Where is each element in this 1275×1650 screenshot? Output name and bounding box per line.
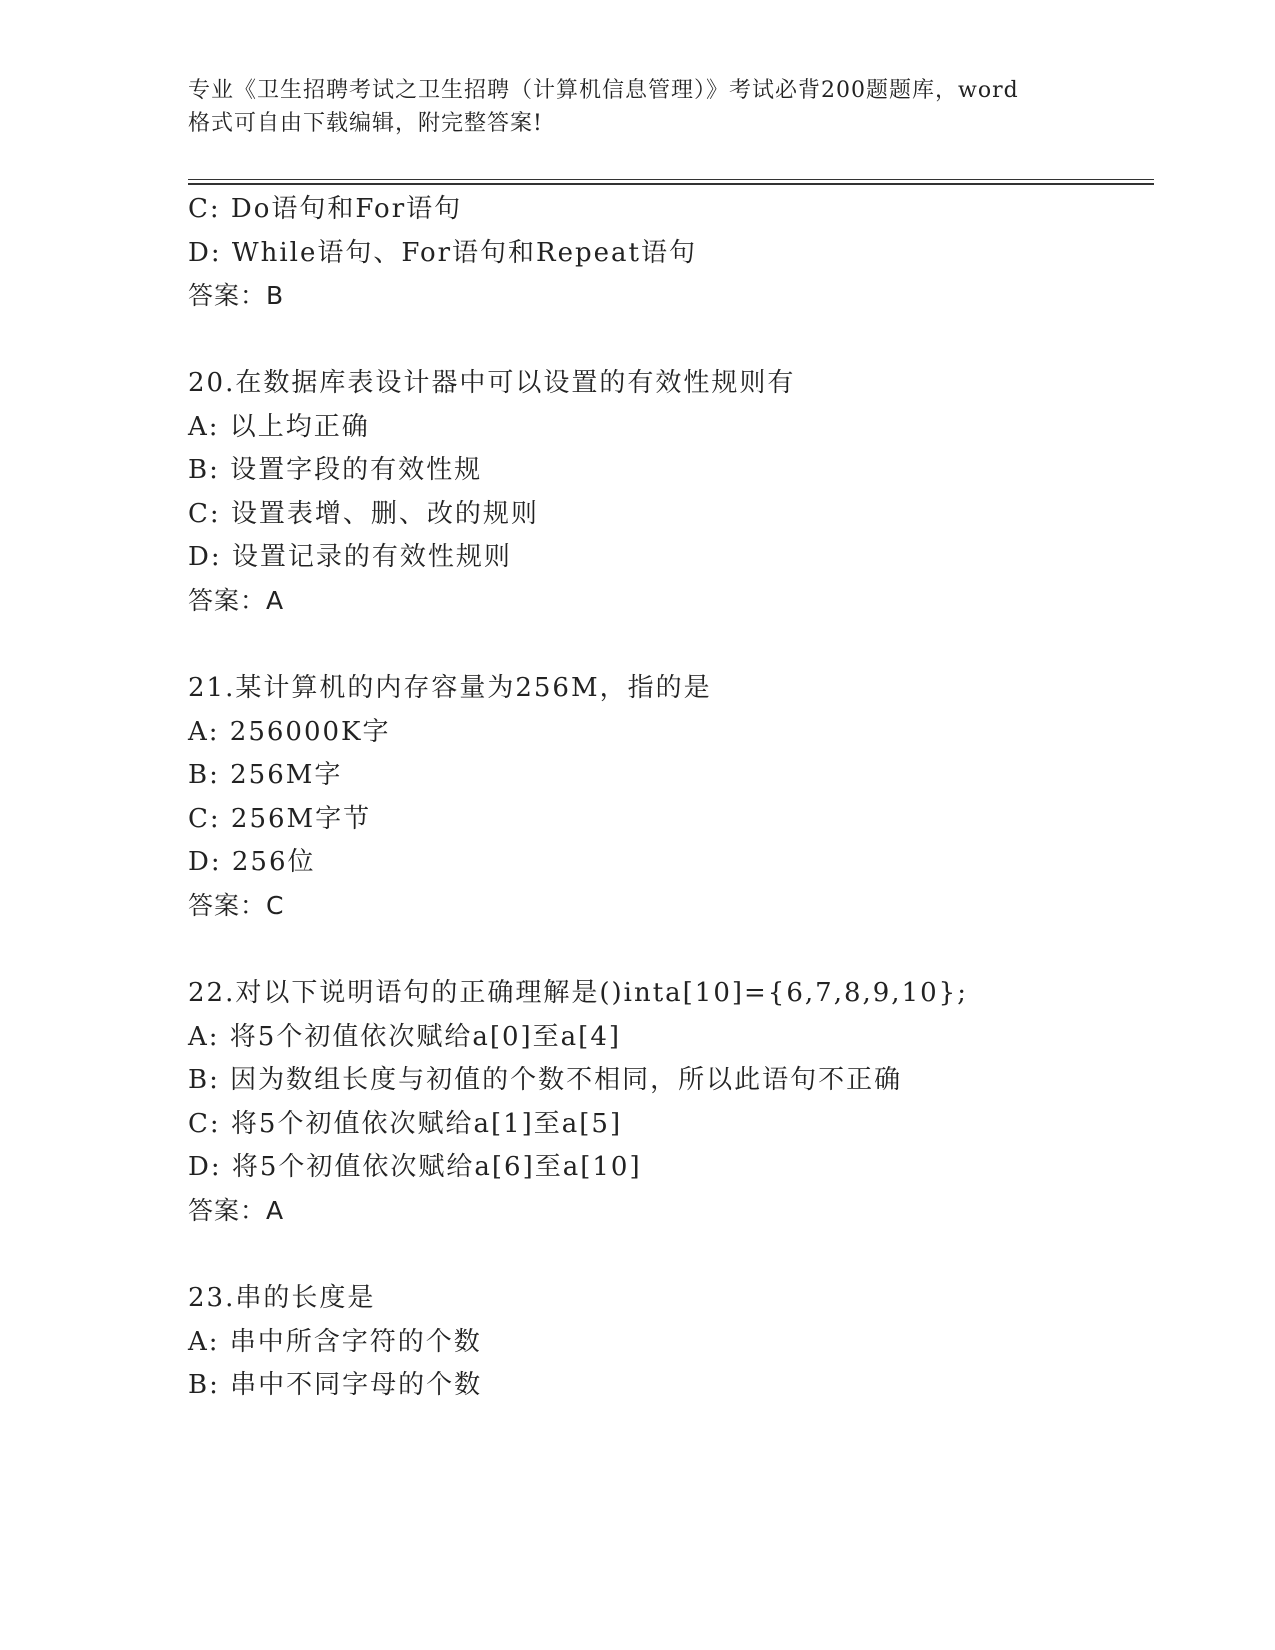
- q20-option-c: C: 设置表增、删、改的规则: [188, 499, 539, 529]
- q23-question: 23.串的长度是: [188, 1283, 376, 1313]
- q20-question: 20.在数据库表设计器中可以设置的有效性规则有: [188, 368, 796, 398]
- q20-option-b: B: 设置字段的有效性规: [188, 455, 483, 485]
- q21-option-b: B: 256M字: [188, 760, 343, 790]
- document-header: [188, 74, 1098, 140]
- q21-answer: 答案：C: [188, 891, 285, 920]
- header-line-1: 专业《卫生招聘考试之卫生招聘（计算机信息管理）》考试必背200题题库，word: [188, 78, 1019, 103]
- q21-option-c: C: 256M字节: [188, 804, 372, 834]
- q19-answer: 答案：B: [188, 281, 285, 310]
- q21-option-d: D: 256位: [188, 847, 316, 877]
- q19-option-d: D: While语句、For语句和Repeat语句: [188, 238, 697, 268]
- q22-option-a: A: 将5个初值依次赋给a[0]至a[4]: [188, 1022, 622, 1052]
- q20-answer: 答案：A: [188, 586, 285, 615]
- q22-question: 22.对以下说明语句的正确理解是()inta[10]={6,7,8,9,10};: [188, 978, 968, 1008]
- q19-option-c: C: Do语句和For语句: [188, 194, 463, 224]
- q22-option-b: B: 因为数组长度与初值的个数不相同，所以此语句不正确: [188, 1065, 903, 1095]
- q21-option-a: A: 256000K字: [188, 717, 391, 747]
- q20-option-a: A: 以上均正确: [188, 412, 370, 442]
- q22-option-d: D: 将5个初值依次赋给a[6]至a[10]: [188, 1152, 642, 1182]
- q20-option-d: D: 设置记录的有效性规则: [188, 542, 512, 572]
- header-divider-thin: [188, 179, 1154, 180]
- q22-answer: 答案：A: [188, 1196, 285, 1225]
- q23-option-a: A: 串中所含字符的个数: [188, 1327, 482, 1357]
- header-line-2: 格式可自由下载编辑，附完整答案!: [188, 111, 543, 136]
- q21-question: 21.某计算机的内存容量为256M，指的是: [188, 673, 712, 703]
- q23-option-b: B: 串中不同字母的个数: [188, 1370, 483, 1400]
- q22-option-c: C: 将5个初值依次赋给a[1]至a[5]: [188, 1109, 623, 1139]
- header-divider-thick: [188, 183, 1154, 185]
